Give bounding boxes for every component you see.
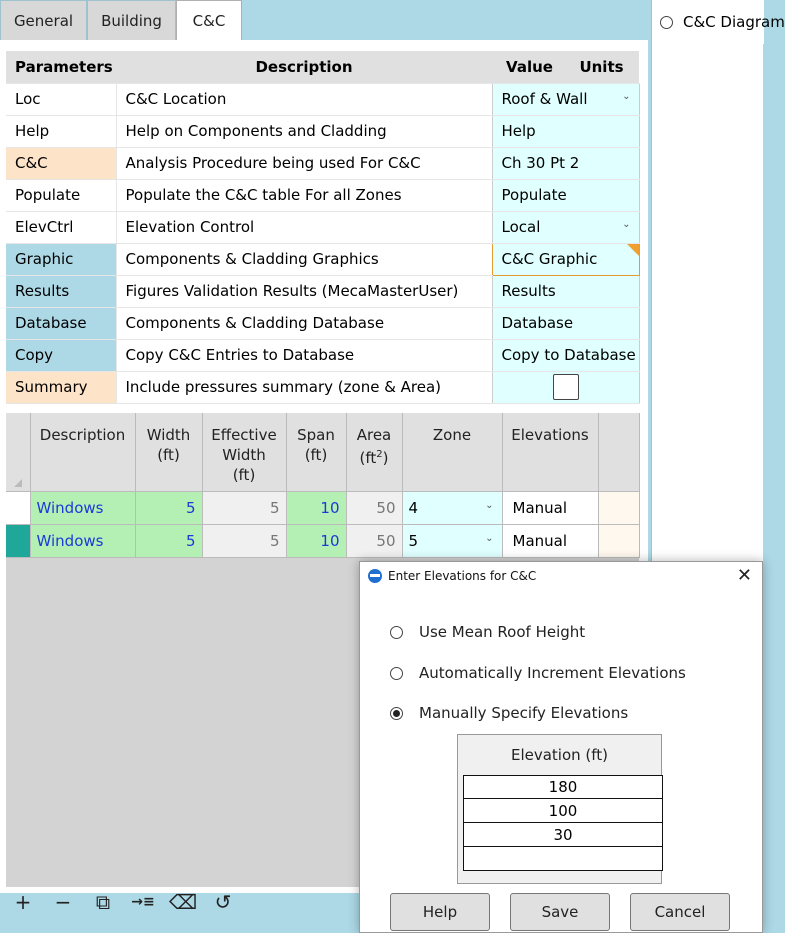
radio-manual[interactable] (390, 707, 403, 720)
col-span (286, 413, 346, 491)
diagram-radio-row[interactable] (652, 0, 785, 44)
copy-to-database-button[interactable]: Copy to Database (492, 339, 639, 371)
dialog-title: Enter Elevations for C&C (388, 569, 537, 583)
radio-mean-roof-height[interactable] (390, 626, 403, 639)
col-extra (598, 413, 639, 491)
help-button[interactable]: Help (492, 115, 639, 147)
tab-cc[interactable] (176, 0, 242, 41)
option-mean-roof-height[interactable] (390, 623, 585, 641)
col-area-sup: 2 (376, 449, 383, 460)
tab-label: Building (101, 11, 162, 30)
radio-auto-increment[interactable] (390, 667, 403, 680)
cell-area: 50 (346, 491, 402, 524)
cell-description[interactable]: Windows (30, 491, 135, 524)
cell-area: 50 (346, 524, 402, 557)
elevctrl-value: Local (501, 218, 541, 236)
param-row-database (6, 307, 639, 339)
param-row-elevctrl (6, 211, 639, 243)
cc-table (6, 413, 640, 558)
col-elevations: Elevations (502, 413, 598, 491)
add-row-icon[interactable]: + (14, 890, 32, 914)
zone-dropdown[interactable] (402, 524, 502, 557)
col-area (346, 413, 402, 491)
summary-cell (492, 371, 639, 403)
remove-row-icon[interactable]: − (54, 890, 72, 914)
selected-corner-marker (627, 244, 639, 256)
insert-icon[interactable]: →≡ (131, 894, 155, 910)
cell-extra (598, 491, 639, 524)
procedure-value[interactable]: Ch 30 Pt 2 (492, 147, 639, 179)
diagram-radio-label: C&C Diagram (683, 13, 785, 31)
param-desc: Copy C&C Entries to Database (116, 339, 492, 371)
dialog-titlebar (360, 562, 762, 590)
loc-dropdown[interactable] (492, 83, 639, 115)
corner-marker (14, 479, 22, 487)
row-header-selected[interactable] (6, 524, 30, 557)
row-header-corner (6, 413, 30, 491)
option-auto-increment[interactable] (390, 664, 686, 682)
header-description: Description (116, 51, 492, 83)
param-name: Help (6, 115, 116, 147)
cell-effective-width: 5 (202, 491, 286, 524)
elevation-row-empty[interactable] (463, 847, 663, 871)
param-row-copy (6, 339, 639, 371)
elevation-grid-header: Elevation (ft) (458, 735, 661, 775)
elevation-row[interactable]: 30 (463, 823, 663, 847)
col-width (135, 413, 202, 491)
option-label: Automatically Increment Elevations (419, 664, 686, 682)
col-span-label: Span (297, 426, 335, 444)
param-name: C&C (6, 147, 116, 179)
param-desc: Populate the C&C table For all Zones (116, 179, 492, 211)
chevron-down-icon: ⌄ (622, 90, 631, 102)
elevation-row[interactable]: 100 (463, 799, 663, 823)
table-row[interactable] (6, 491, 639, 524)
col-description: Description (30, 413, 135, 491)
param-desc: Help on Components and Cladding (116, 115, 492, 147)
col-eff-label-2: Width (222, 446, 266, 464)
close-icon[interactable]: ✕ (736, 565, 752, 586)
zone-value: 4 (408, 498, 419, 517)
history-icon[interactable]: ↺ (214, 890, 232, 914)
cell-span[interactable]: 10 (286, 491, 346, 524)
option-manual[interactable] (390, 704, 628, 722)
tab-general[interactable] (0, 0, 87, 40)
col-width-unit: (ft) (157, 446, 180, 464)
tab-building[interactable] (87, 0, 176, 40)
zone-value: 5 (408, 531, 419, 550)
param-row-loc (6, 83, 639, 115)
elevations-dialog (359, 561, 763, 933)
database-button[interactable]: Database (492, 307, 639, 339)
col-eff-label-1: Effective (211, 426, 277, 444)
col-area-label: Area (356, 426, 392, 444)
copy-icon[interactable]: ⧉ (95, 890, 111, 914)
tab-label: General (13, 11, 74, 30)
zone-dropdown[interactable] (402, 491, 502, 524)
param-desc: Components & Cladding Graphics (116, 243, 492, 275)
param-name: ElevCtrl (6, 211, 116, 243)
cell-width[interactable]: 5 (135, 524, 202, 557)
col-area-unit: (ft (359, 449, 377, 467)
graphic-value: C&C Graphic (501, 250, 598, 268)
param-name: Populate (6, 179, 116, 211)
table-row[interactable] (6, 524, 639, 557)
cell-width[interactable]: 5 (135, 491, 202, 524)
param-desc: Components & Cladding Database (116, 307, 492, 339)
param-desc: Include pressures summary (zone & Area) (116, 371, 492, 403)
summary-checkbox[interactable] (553, 374, 579, 400)
chevron-down-icon: ⌄ (622, 218, 631, 230)
param-desc: Figures Validation Results (MecaMasterUser) (116, 275, 492, 307)
param-row-graphic (6, 243, 639, 275)
cancel-button[interactable]: Cancel (630, 893, 730, 931)
param-row-summary (6, 371, 639, 403)
option-label: Manually Specify Elevations (419, 704, 629, 722)
elevation-grid (457, 734, 662, 884)
option-label: Use Mean Roof Height (419, 623, 586, 641)
results-button[interactable]: Results (492, 275, 639, 307)
cell-elevations[interactable]: Manual (502, 524, 598, 557)
param-name: Graphic (6, 243, 116, 275)
loc-value: Roof & Wall (501, 90, 588, 108)
populate-button[interactable]: Populate (492, 179, 639, 211)
diagram-radio[interactable] (660, 16, 673, 29)
param-name: Copy (6, 339, 116, 371)
col-span-unit: (ft) (304, 446, 328, 464)
param-row-populate (6, 179, 639, 211)
param-name: Loc (6, 83, 116, 115)
header-parameters: Parameters (6, 51, 116, 83)
param-row-help (6, 115, 639, 147)
col-width-label: Width (146, 426, 191, 444)
header-value-units (492, 51, 639, 83)
save-button[interactable]: Save (510, 893, 610, 931)
chevron-down-icon: ⌄ (485, 532, 494, 544)
param-name: Database (6, 307, 116, 339)
cell-extra (598, 524, 639, 557)
tab-label: C&C (192, 12, 226, 30)
cell-span[interactable]: 10 (286, 524, 346, 557)
eraser-icon[interactable]: ⌫ (168, 890, 198, 914)
param-desc: Elevation Control (116, 211, 492, 243)
col-effective-width (202, 413, 286, 491)
cell-elevations[interactable]: Manual (502, 491, 598, 524)
cc-graphic-button[interactable] (492, 243, 639, 275)
header-units: Units (579, 57, 624, 76)
param-desc: C&C Location (116, 83, 492, 115)
table-toolbar (0, 884, 250, 920)
header-value: Value (506, 57, 553, 76)
param-desc: Analysis Procedure being used For C&C (116, 147, 492, 179)
param-row-cc (6, 147, 639, 179)
col-zone: Zone (402, 413, 502, 491)
param-name: Summary (6, 371, 116, 403)
cell-effective-width: 5 (202, 524, 286, 557)
app-icon (368, 569, 382, 583)
help-button[interactable]: Help (390, 893, 490, 931)
col-area-close: ) (382, 449, 389, 467)
param-row-results (6, 275, 639, 307)
elevation-row[interactable]: 180 (463, 775, 663, 799)
param-name: Results (6, 275, 116, 307)
col-eff-unit: (ft) (232, 466, 256, 484)
cell-description[interactable]: Windows (30, 524, 135, 557)
chevron-down-icon: ⌄ (485, 499, 494, 511)
row-header[interactable] (6, 491, 30, 524)
parameters-grid (6, 51, 640, 404)
elevation-control-dropdown[interactable] (492, 211, 639, 243)
tab-bar (0, 0, 650, 40)
